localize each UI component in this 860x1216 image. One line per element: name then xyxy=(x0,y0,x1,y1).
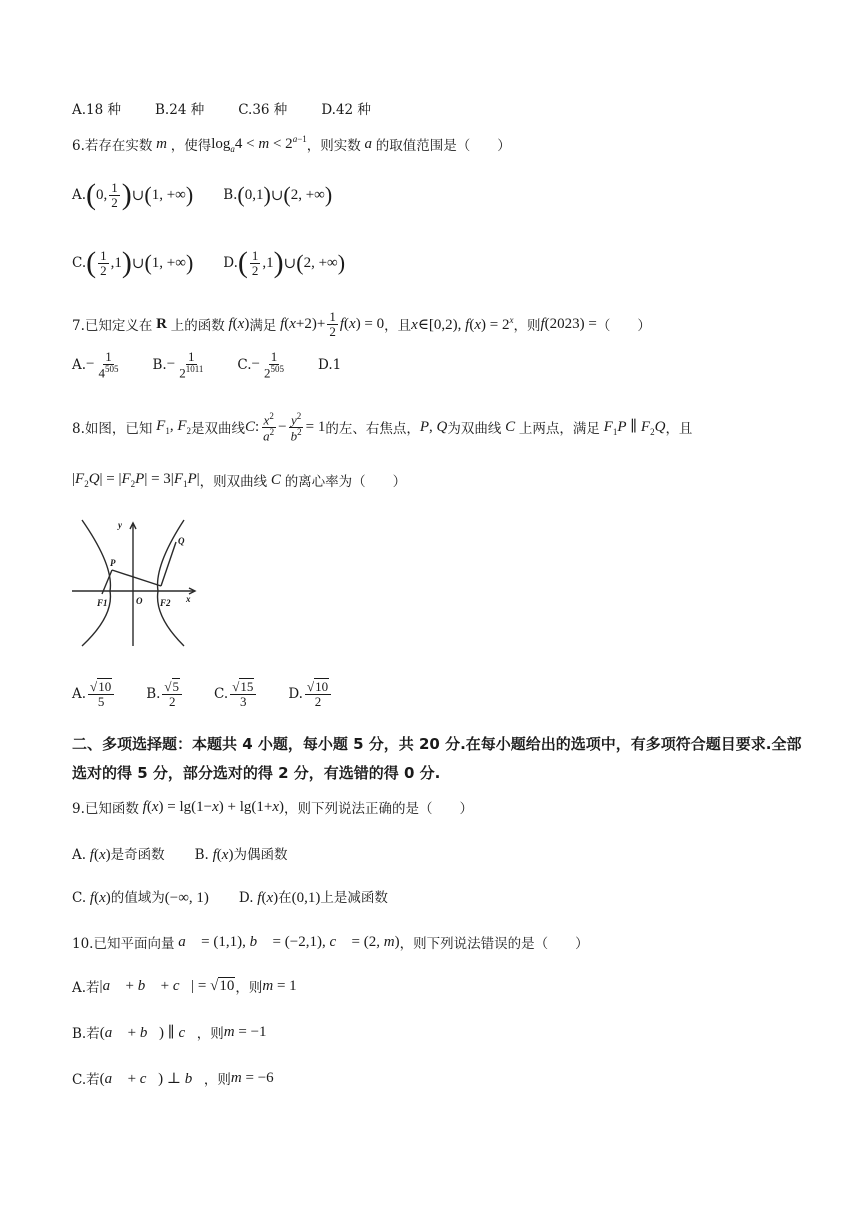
q9-option-b: B. f(x)为偶函数 xyxy=(194,847,288,863)
q6-options-row1 xyxy=(72,180,332,210)
label-p: P xyxy=(110,558,116,568)
q6-option-b: B. ( 0,1 ) ∪ ( 2, +∞ ) xyxy=(223,182,333,207)
label-f1: F1 xyxy=(97,598,108,608)
q8-option-b: B. $\frac{√5}{2}$ xyxy=(146,680,184,708)
q8-stem-line1: 8.如图，已知 $F_1$, $F_2$ 是双曲线 C: $\frac{x^2}{a^2}$ − $\frac{y^2}{b^2}$ = 1 的左、右焦点， P, Q 为双曲线 C 上两点，满足 $F_1P$ ∥ $F_2Q$ ，且 xyxy=(72,411,693,444)
q8-stem-line2: $|F_2Q| = |F_2P| = 3|F_1P|$ ，则双曲线 C 的离心率为（ ） xyxy=(72,471,407,490)
q6-options-row2 xyxy=(72,248,345,278)
section2-heading: 二、多项选择题：本题共 4 小题，每小题 5 分，共 20 分.在每小题给出的选项中，有多项符合题目要求.全部选对的得 5 分，部分选对的得 2 分，有选错的得 0 分. xyxy=(72,735,802,782)
segment-f2-q xyxy=(161,542,176,586)
q8-option-a: A. $\frac{√10}{5}$ xyxy=(72,680,116,708)
q7-options xyxy=(72,350,341,380)
q8-option-c: C. $\frac{√15}{3}$ xyxy=(214,680,258,708)
q9-options-row1 xyxy=(72,843,287,864)
q7-option-a: A. − $\frac{1}{4^{505}}$ xyxy=(72,349,119,380)
q9-option-d: D. f(x)在(0,1)上是减函数 xyxy=(238,890,388,906)
q7-option-c: C. − $\frac{1}{2^{505}}$ xyxy=(237,349,284,380)
q5-option-d: D.42 种 xyxy=(321,102,371,118)
q10-option-b: B.若 (a⃗ + b⃗) ∥ c⃗ ，则 m = −1 xyxy=(72,1023,267,1042)
q9-option-a: A. f(x)是奇函数 xyxy=(72,847,165,863)
q5-option-c: C.36 种 xyxy=(238,102,288,118)
q6-option-d: D. ( $\frac{1}{2}$ ,1 ) ∪ ( 2, +∞ ) xyxy=(223,246,346,279)
q6-option-a: A. ( 0, $\frac{1}{2}$ ) ∪ ( 1, +∞ ) xyxy=(72,178,194,211)
q5-option-a: A.18 种 xyxy=(72,102,122,118)
q9-options-row2 xyxy=(72,886,388,907)
segment-p-f2 xyxy=(112,570,161,586)
q8-option-d: D. $\frac{√10}{2}$ xyxy=(288,680,333,708)
q7-option-d: D.1 xyxy=(317,356,342,373)
q8-options xyxy=(72,680,333,708)
q7-stem: 7.已知定义在 R 上的函数 f(x) 满足 f(x+2)+ $\frac{1}{2}$ f(x) = 0 ，且 x∈[0,2), $f(x) = 2^x$ ，则 f(2023) = （ ） xyxy=(72,309,651,339)
label-q: Q xyxy=(178,536,185,546)
q5-options xyxy=(72,98,405,118)
q10-option-c: C.若 (a⃗ + c⃗) ⊥ b⃗ ，则 m = −6 xyxy=(72,1069,274,1088)
q10-stem: 10.已知平面向量 a⃗ = (1,1), b⃗ = (−2,1), c⃗ = (2, m) ，则下列说法错误的是（ ） xyxy=(72,933,589,952)
label-y: y xyxy=(118,520,122,530)
label-f2: F2 xyxy=(160,598,171,608)
label-o: O xyxy=(136,596,143,606)
q7-option-b: B. − $\frac{1}{2^{1011}}$ xyxy=(152,349,204,380)
q10-option-a: A.若 |a⃗ + b⃗ + c⃗| = √10 ，则 m = 1 xyxy=(72,977,297,996)
q9-stem: 9.已知函数 f(x) = lg(1−x) + lg(1+x) ，则下列说法正确的是（ ） xyxy=(72,798,473,817)
q5-option-b: B.24 种 xyxy=(155,102,205,118)
hyperbola-figure xyxy=(68,514,204,650)
q9-option-c: C. f(x)的值域为(−∞, 1) xyxy=(72,890,209,906)
q6-stem: 6.若存在实数 m ，使得 $\log_a4 < m < 2^{a-1}$ ，则实数 a 的取值范围是（ ） xyxy=(72,134,511,154)
q6-option-c: C. ( $\frac{1}{2}$ ,1 ) ∪ ( 1, +∞ ) xyxy=(72,246,194,279)
label-x: x xyxy=(186,594,191,604)
